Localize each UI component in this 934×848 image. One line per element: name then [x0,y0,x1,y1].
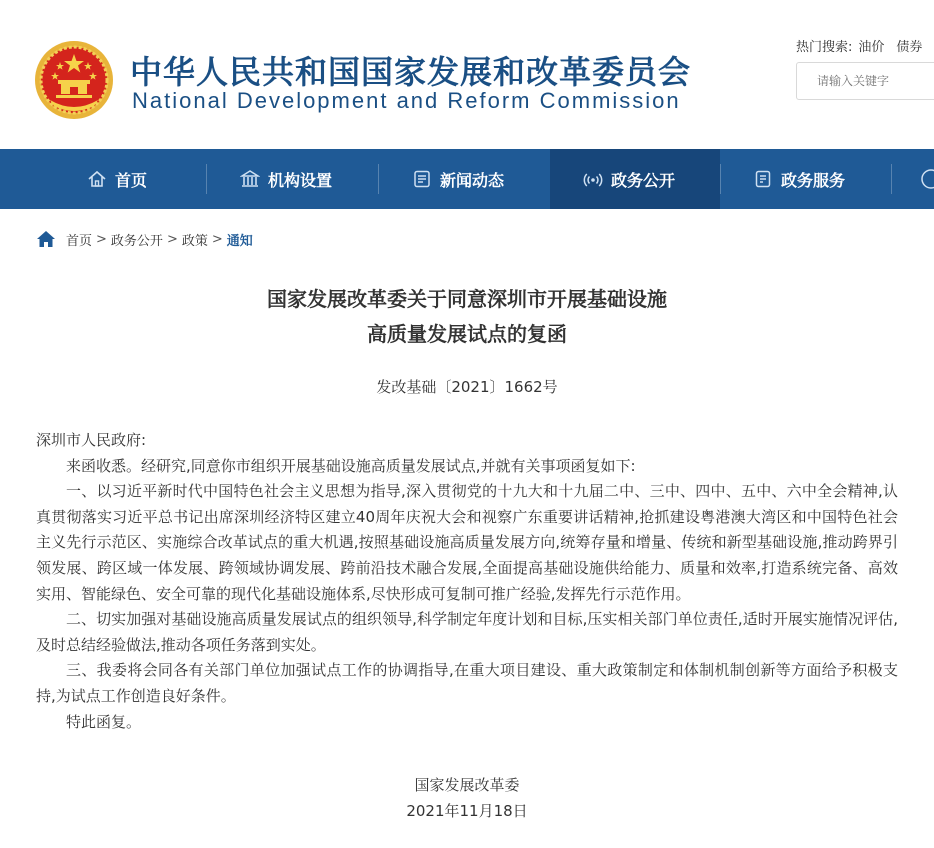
document-icon [753,169,773,189]
newspaper-icon [412,169,432,189]
breadcrumb-current[interactable]: 通知 [226,233,253,249]
article-title-line1: 国家发展改革委关于同意深圳市开展基础设施 [267,287,667,311]
building-icon [240,169,260,189]
nav-divider [891,164,892,194]
nav-item-services[interactable] [721,149,891,209]
site-header [0,0,934,149]
nav-item-label: 首页 [115,170,148,190]
signature: 国家发展改革委 [414,776,520,794]
breadcrumb-separator: > [211,231,223,247]
article-paragraph: 来函收悉。经研究,同意你市组织开展基础设施高质量发展试点,并就有关事项函复如下: [66,456,636,475]
breadcrumb-link[interactable]: 政务公开 [110,233,163,249]
article-title-line2: 高质量发展试点的复函 [367,322,567,346]
article-paragraph: 特此函复。 [66,712,142,731]
nav-item-government-affairs[interactable] [550,149,720,209]
article-paragraph: 一、以习近平新时代中国特色社会主义思想为指导,深入贯彻党的十九大和十九届二中、三中、四中、五中、六中全会精神,认真贯彻落实习近平总书记出席深圳经济特区建立40周年庆祝大会和视察广东重要讲话精神,抢抓建设粤港澳大湾区和中国特色社会主义先行示范区、实施综合改革试点的重大机遇,按照基础设施高质量发展方向,统筹存量和增量、传统和新型基础设施,推动跨界引领发展、跨区域一体发展、跨领域协调发展、跨前沿技术融合发展,全面提高基础设施供给能力、质量和效率,打造系统完备、高效实用、智能绿色、安全可靠的现代化基础设施体系,尽快形成可复制可推广经验,发挥先行示范作用。 [36,482,898,603]
nav-item-home[interactable] [60,149,206,209]
breadcrumb-link[interactable]: 首页 [66,233,93,249]
breadcrumb-link[interactable]: 政策 [181,233,208,249]
hot-search [796,36,922,55]
nav-item-label: 机构设置 [268,170,333,190]
hot-keyword-link[interactable]: 油价 [858,40,885,55]
site-title-cn[interactable]: 中华人民共和国国家发展和改革委员会 [130,53,692,91]
hot-keyword-link[interactable]: 债券 [896,40,923,55]
article-body [36,428,898,735]
nav-item-label: 政务服务 [781,170,846,190]
national-emblem-icon[interactable] [34,40,114,120]
search-input[interactable] [796,62,934,100]
more-nav-icon[interactable] [920,168,934,190]
breadcrumb-separator: > [96,231,107,247]
signature-date: 2021年11月18日 [406,802,528,820]
nav-item-organization[interactable] [207,149,378,209]
home-icon [87,169,107,189]
broadcast-icon [583,169,603,189]
hot-search-label: 热门搜索: [796,40,853,55]
site-title-en[interactable]: National Development and Reform Commission [132,88,681,113]
breadcrumb-separator: > [166,231,178,247]
salutation: 深圳市人民政府: [36,431,147,449]
nav-item-label: 政务公开 [611,170,676,190]
document-number: 发改基础〔2021〕1662号 [376,378,558,396]
nav-item-label: 新闻动态 [440,170,505,190]
article-paragraph: 三、我委将会同各有关部门单位加强试点工作的协调指导,在重大项目建设、重大政策制定和体制机制创新等方面给予积极支持,为试点工作创造良好条件。 [36,661,898,705]
home-icon[interactable] [36,230,56,248]
article-paragraph: 二、切实加强对基础设施高质量发展试点的组织领导,科学制定年度计划和目标,压实相关部门单位责任,适时开展实施情况评估,及时总结经验做法,推动各项任务落到实处。 [36,610,898,654]
breadcrumb [36,229,253,249]
nav-item-news[interactable] [379,149,549,209]
